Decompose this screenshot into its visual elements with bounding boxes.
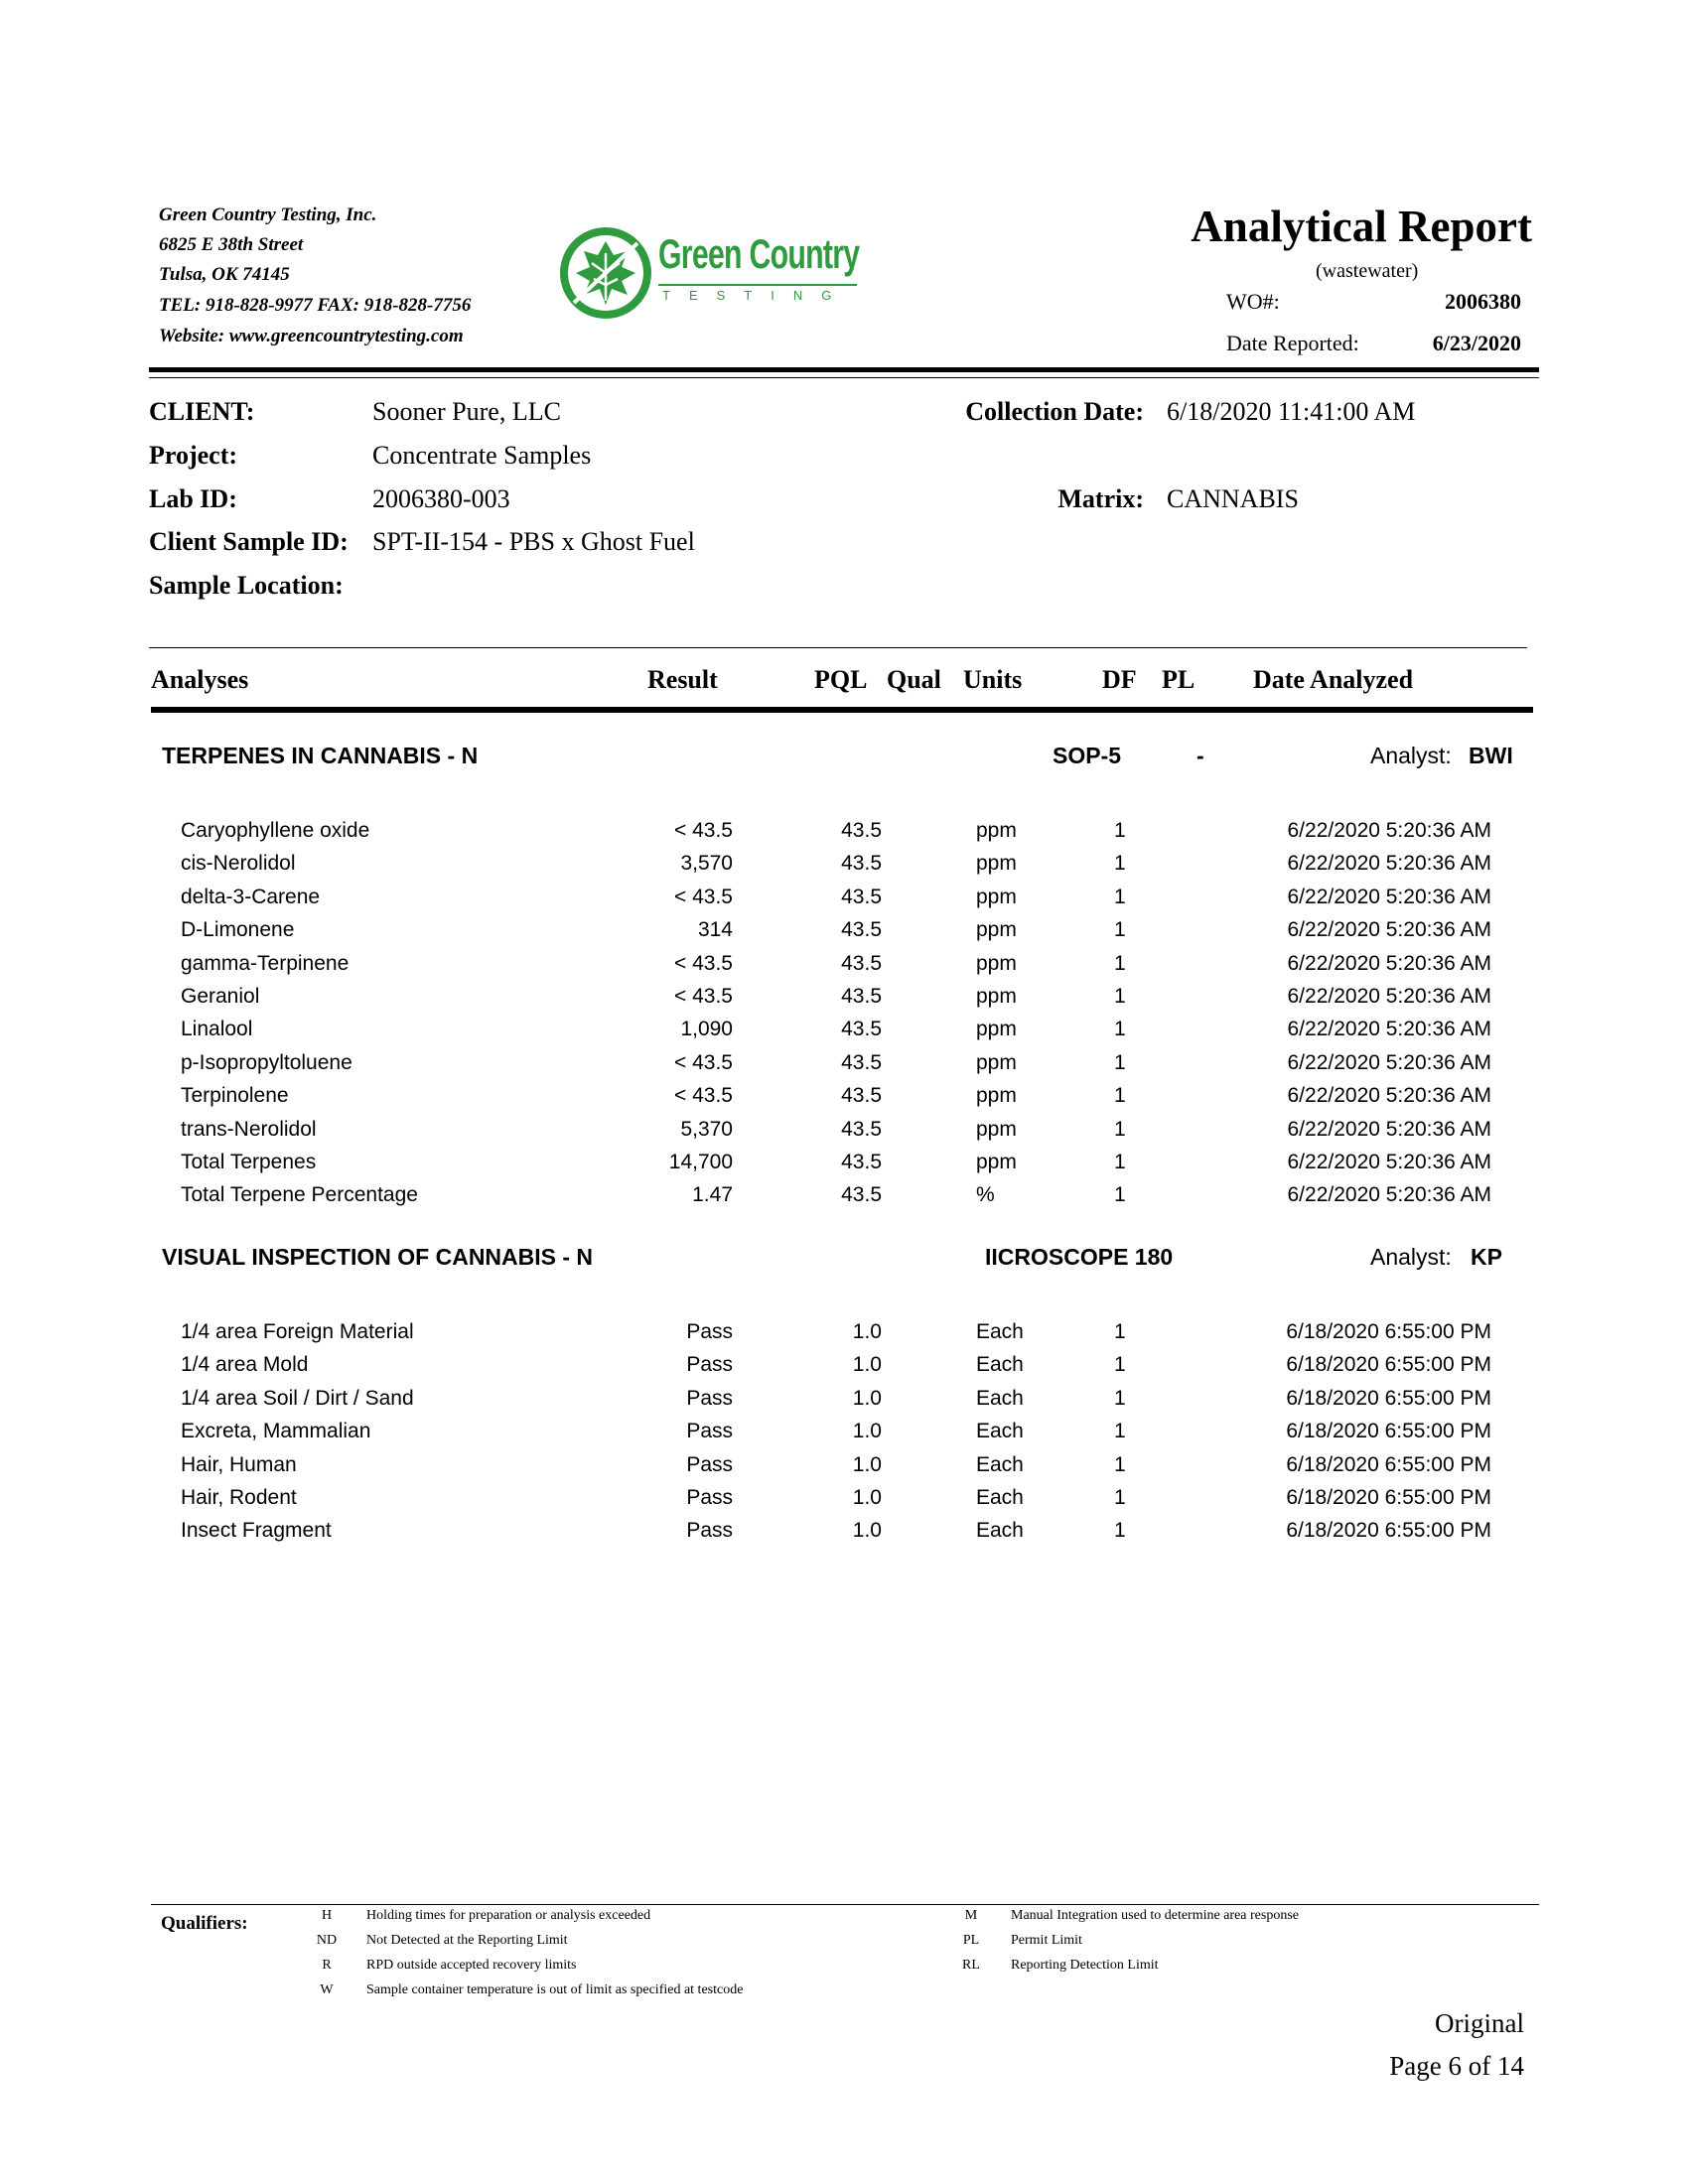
result-value: Pass (686, 1386, 733, 1410)
analyte-name: 1/4 area Foreign Material (181, 1320, 414, 1343)
result-value: Pass (686, 1452, 733, 1476)
client-sample-id-value: SPT-II-154 - PBS x Ghost Fuel (372, 527, 695, 556)
units-value: ppm (976, 951, 1017, 975)
qualifier-description: RPD outside accepted recovery limits (366, 1958, 577, 1973)
client-sample-id-label: Client Sample ID: (149, 527, 349, 556)
table-header-rule (151, 707, 1533, 713)
analyte-name: gamma-Terpinene (181, 951, 350, 975)
labid-label: Lab ID: (149, 484, 237, 513)
df-value: 1 (1114, 1151, 1126, 1173)
date-analyzed-value: 6/22/2020 5:20:36 AM (1287, 918, 1491, 942)
pql-value: 43.5 (841, 885, 882, 908)
df-value: 1 (1114, 1420, 1126, 1443)
analyte-name: p-Isopropyltoluene (181, 1050, 352, 1074)
date-analyzed-value: 6/22/2020 5:20:36 AM (1287, 885, 1491, 908)
date-analyzed-value: 6/18/2020 6:55:00 PM (1286, 1420, 1491, 1443)
result-value: < 43.5 (674, 819, 733, 842)
result-value: Pass (686, 1486, 733, 1509)
analyst-initials: BWI (1469, 743, 1513, 768)
col-analyses: Analyses (151, 665, 249, 694)
col-qual: Qual (887, 665, 941, 694)
date-analyzed-value: 6/18/2020 6:55:00 PM (1286, 1386, 1491, 1410)
pql-value: 43.5 (841, 951, 882, 975)
qualifier-code: ND (316, 1933, 338, 1948)
date-analyzed-value: 6/18/2020 6:55:00 PM (1286, 1519, 1491, 1543)
analyte-name: Terpinolene (181, 1084, 289, 1108)
section-title: TERPENES IN CANNABIS - N (162, 743, 479, 768)
df-value: 1 (1114, 1353, 1126, 1377)
units-value: Each (976, 1452, 1024, 1476)
qualifier-code: M (964, 1908, 978, 1923)
df-value: 1 (1114, 1452, 1126, 1476)
qualifier-code: PL (962, 1933, 980, 1948)
section-dash: - (1196, 743, 1204, 768)
df-value: 1 (1114, 852, 1126, 876)
qualifier-code: RL (962, 1958, 980, 1973)
units-value: ppm (976, 918, 1017, 942)
result-value: 14,700 (668, 1151, 733, 1173)
qualifier-description: Permit Limit (1011, 1933, 1082, 1948)
pql-value: 43.5 (841, 1151, 882, 1173)
section-method: IICROSCOPE 180 (985, 1244, 1174, 1270)
date-analyzed-value: 6/18/2020 6:55:00 PM (1286, 1353, 1491, 1377)
report-subtitle: (wastewater) (1316, 260, 1419, 282)
date-analyzed-value: 6/22/2020 5:20:36 AM (1287, 1183, 1491, 1207)
date-analyzed-value: 6/18/2020 6:55:00 PM (1286, 1452, 1491, 1476)
date-analyzed-value: 6/22/2020 5:20:36 AM (1287, 1117, 1491, 1141)
units-value: ppm (976, 1084, 1017, 1108)
collection-date-value: 6/18/2020 11:41:00 AM (1167, 397, 1416, 426)
pql-value: 43.5 (841, 852, 882, 876)
company-logo (556, 218, 864, 328)
analyte-name: Insect Fragment (181, 1519, 332, 1543)
leaf-icon (556, 223, 655, 323)
lab-website: Website: www.greencountrytesting.com (159, 326, 464, 346)
qualifier-description: Reporting Detection Limit (1011, 1958, 1159, 1973)
analyst-label: Analyst: (1370, 743, 1452, 768)
header-divider (149, 367, 1539, 372)
matrix-label: Matrix: (1057, 484, 1144, 513)
col-units: Units (963, 665, 1023, 694)
units-value: ppm (976, 819, 1017, 842)
qualifier-description: Holding times for preparation or analysis exceeded (366, 1908, 651, 1923)
units-value: Each (976, 1519, 1024, 1543)
pql-value: 1.0 (852, 1353, 882, 1377)
wo-number: 2006380 (1445, 289, 1521, 314)
units-value: ppm (976, 1117, 1017, 1141)
pql-value: 43.5 (841, 1183, 882, 1207)
units-value: Each (976, 1386, 1024, 1410)
analyte-name: trans-Nerolidol (181, 1117, 317, 1141)
df-value: 1 (1114, 1486, 1126, 1509)
col-result: Result (647, 665, 718, 694)
analyte-name: 1/4 area Mold (181, 1353, 309, 1377)
result-value: 1,090 (680, 1018, 733, 1041)
pql-value: 43.5 (841, 1050, 882, 1074)
col-date-analyzed: Date Analyzed (1253, 665, 1414, 694)
units-value: ppm (976, 1050, 1017, 1074)
units-value: Each (976, 1320, 1024, 1343)
info-divider (149, 647, 1527, 648)
analyte-name: Total Terpenes (181, 1151, 317, 1173)
result-value: Pass (686, 1320, 733, 1343)
lab-address-line2: Tulsa, OK 74145 (159, 264, 290, 285)
date-reported-value: 6/23/2020 (1432, 331, 1521, 355)
pql-value: 43.5 (841, 819, 882, 842)
pql-value: 1.0 (852, 1320, 882, 1343)
units-value: ppm (976, 885, 1017, 908)
pql-value: 43.5 (841, 1018, 882, 1041)
result-value: Pass (686, 1353, 733, 1377)
df-value: 1 (1114, 1117, 1126, 1141)
wo-label: WO#: (1226, 289, 1280, 314)
project-label: Project: (149, 441, 238, 470)
analyte-name: Caryophyllene oxide (181, 819, 370, 842)
pql-value: 1.0 (852, 1420, 882, 1443)
result-value: < 43.5 (674, 1050, 733, 1074)
report-title: Analytical Report (1191, 202, 1532, 251)
result-value: 5,370 (680, 1117, 733, 1141)
analyte-name: Hair, Rodent (181, 1486, 297, 1509)
qualifier-code: W (320, 1982, 334, 1997)
pql-value: 1.0 (852, 1452, 882, 1476)
lab-phone: TEL: 918-828-9977 FAX: 918-828-7756 (159, 295, 472, 316)
analyte-name: cis-Nerolidol (181, 852, 296, 876)
analyst-initials: KP (1471, 1244, 1502, 1270)
col-pql: PQL (814, 665, 868, 694)
df-value: 1 (1114, 985, 1126, 1008)
analyte-name: Geraniol (181, 985, 260, 1008)
logo-divider (658, 284, 857, 286)
lab-name: Green Country Testing, Inc. (159, 205, 377, 225)
sample-location-label: Sample Location: (149, 571, 344, 600)
result-value: < 43.5 (674, 885, 733, 908)
date-analyzed-value: 6/22/2020 5:20:36 AM (1287, 985, 1491, 1008)
pql-value: 43.5 (841, 1117, 882, 1141)
date-analyzed-value: 6/22/2020 5:20:36 AM (1287, 1050, 1491, 1074)
pql-value: 43.5 (841, 1084, 882, 1108)
logo-subtitle: TESTING (662, 288, 851, 303)
date-reported-label: Date Reported: (1226, 331, 1359, 355)
qualifier-description: Sample container temperature is out of limit as specified at testcode (366, 1982, 744, 1997)
df-value: 1 (1114, 1084, 1126, 1108)
client-label: CLIENT: (149, 397, 255, 426)
units-value: Each (976, 1353, 1024, 1377)
df-value: 1 (1114, 1320, 1126, 1343)
header-divider-thin (149, 377, 1539, 378)
df-value: 1 (1114, 885, 1126, 908)
qualifier-code: H (321, 1908, 333, 1923)
logo-wordmark: Green Country (658, 230, 860, 277)
collection-date-label: Collection Date: (965, 397, 1144, 426)
units-value: ppm (976, 1018, 1017, 1041)
project-value: Concentrate Samples (372, 441, 592, 470)
date-analyzed-value: 6/22/2020 5:20:36 AM (1287, 1084, 1491, 1108)
qualifiers-divider (151, 1904, 1539, 1905)
client-value: Sooner Pure, LLC (372, 397, 561, 426)
qualifier-description: Not Detected at the Reporting Limit (366, 1933, 568, 1948)
pql-value: 1.0 (852, 1386, 882, 1410)
analyst-label: Analyst: (1370, 1244, 1452, 1270)
matrix-value: CANNABIS (1167, 484, 1299, 513)
analyte-name: Total Terpene Percentage (181, 1183, 418, 1207)
result-value: Pass (686, 1420, 733, 1443)
report-status: Original (1435, 2008, 1524, 2038)
section-title: VISUAL INSPECTION OF CANNABIS - N (162, 1244, 594, 1270)
date-analyzed-value: 6/22/2020 5:20:36 AM (1287, 1151, 1491, 1173)
pql-value: 1.0 (852, 1486, 882, 1509)
units-value: % (976, 1183, 995, 1207)
result-value: < 43.5 (674, 951, 733, 975)
result-value: 314 (697, 918, 733, 942)
date-analyzed-value: 6/18/2020 6:55:00 PM (1286, 1486, 1491, 1509)
col-pl: PL (1162, 665, 1196, 694)
pql-value: 43.5 (841, 918, 882, 942)
lab-address-line1: 6825 E 38th Street (159, 234, 304, 255)
analyte-name: Linalool (181, 1018, 253, 1041)
qualifier-code: R (322, 1958, 332, 1973)
analyte-name: Excreta, Mammalian (181, 1420, 371, 1443)
df-value: 1 (1114, 1519, 1126, 1543)
labid-value: 2006380-003 (372, 484, 510, 513)
df-value: 1 (1114, 918, 1126, 942)
result-value: 1.47 (692, 1183, 733, 1207)
df-value: 1 (1114, 819, 1126, 842)
result-value: Pass (686, 1519, 733, 1543)
section-method: SOP-5 (1053, 743, 1122, 768)
units-value: ppm (976, 985, 1017, 1008)
df-value: 1 (1114, 951, 1126, 975)
df-value: 1 (1114, 1386, 1126, 1410)
analyte-name: 1/4 area Soil / Dirt / Sand (181, 1386, 414, 1410)
analyte-name: Hair, Human (181, 1452, 297, 1476)
date-analyzed-value: 6/22/2020 5:20:36 AM (1287, 852, 1491, 876)
result-value: 3,570 (680, 852, 733, 876)
units-value: Each (976, 1420, 1024, 1443)
result-value: < 43.5 (674, 1084, 733, 1108)
result-value: < 43.5 (674, 985, 733, 1008)
pql-value: 1.0 (852, 1519, 882, 1543)
date-analyzed-value: 6/22/2020 5:20:36 AM (1287, 951, 1491, 975)
date-analyzed-value: 6/18/2020 6:55:00 PM (1286, 1320, 1491, 1343)
df-value: 1 (1114, 1183, 1126, 1207)
analyte-name: D-Limonene (181, 918, 295, 942)
units-value: Each (976, 1486, 1024, 1509)
col-df: DF (1102, 665, 1137, 694)
date-analyzed-value: 6/22/2020 5:20:36 AM (1287, 1018, 1491, 1041)
analyte-name: delta-3-Carene (181, 885, 321, 908)
df-value: 1 (1114, 1018, 1126, 1041)
qualifier-description: Manual Integration used to determine area response (1011, 1908, 1300, 1923)
df-value: 1 (1114, 1050, 1126, 1074)
units-value: ppm (976, 852, 1017, 876)
units-value: ppm (976, 1151, 1017, 1173)
date-analyzed-value: 6/22/2020 5:20:36 AM (1287, 819, 1491, 842)
qualifiers-label: Qualifiers: (161, 1913, 248, 1934)
page-number: Page 6 of 14 (1389, 2051, 1524, 2081)
pql-value: 43.5 (841, 985, 882, 1008)
